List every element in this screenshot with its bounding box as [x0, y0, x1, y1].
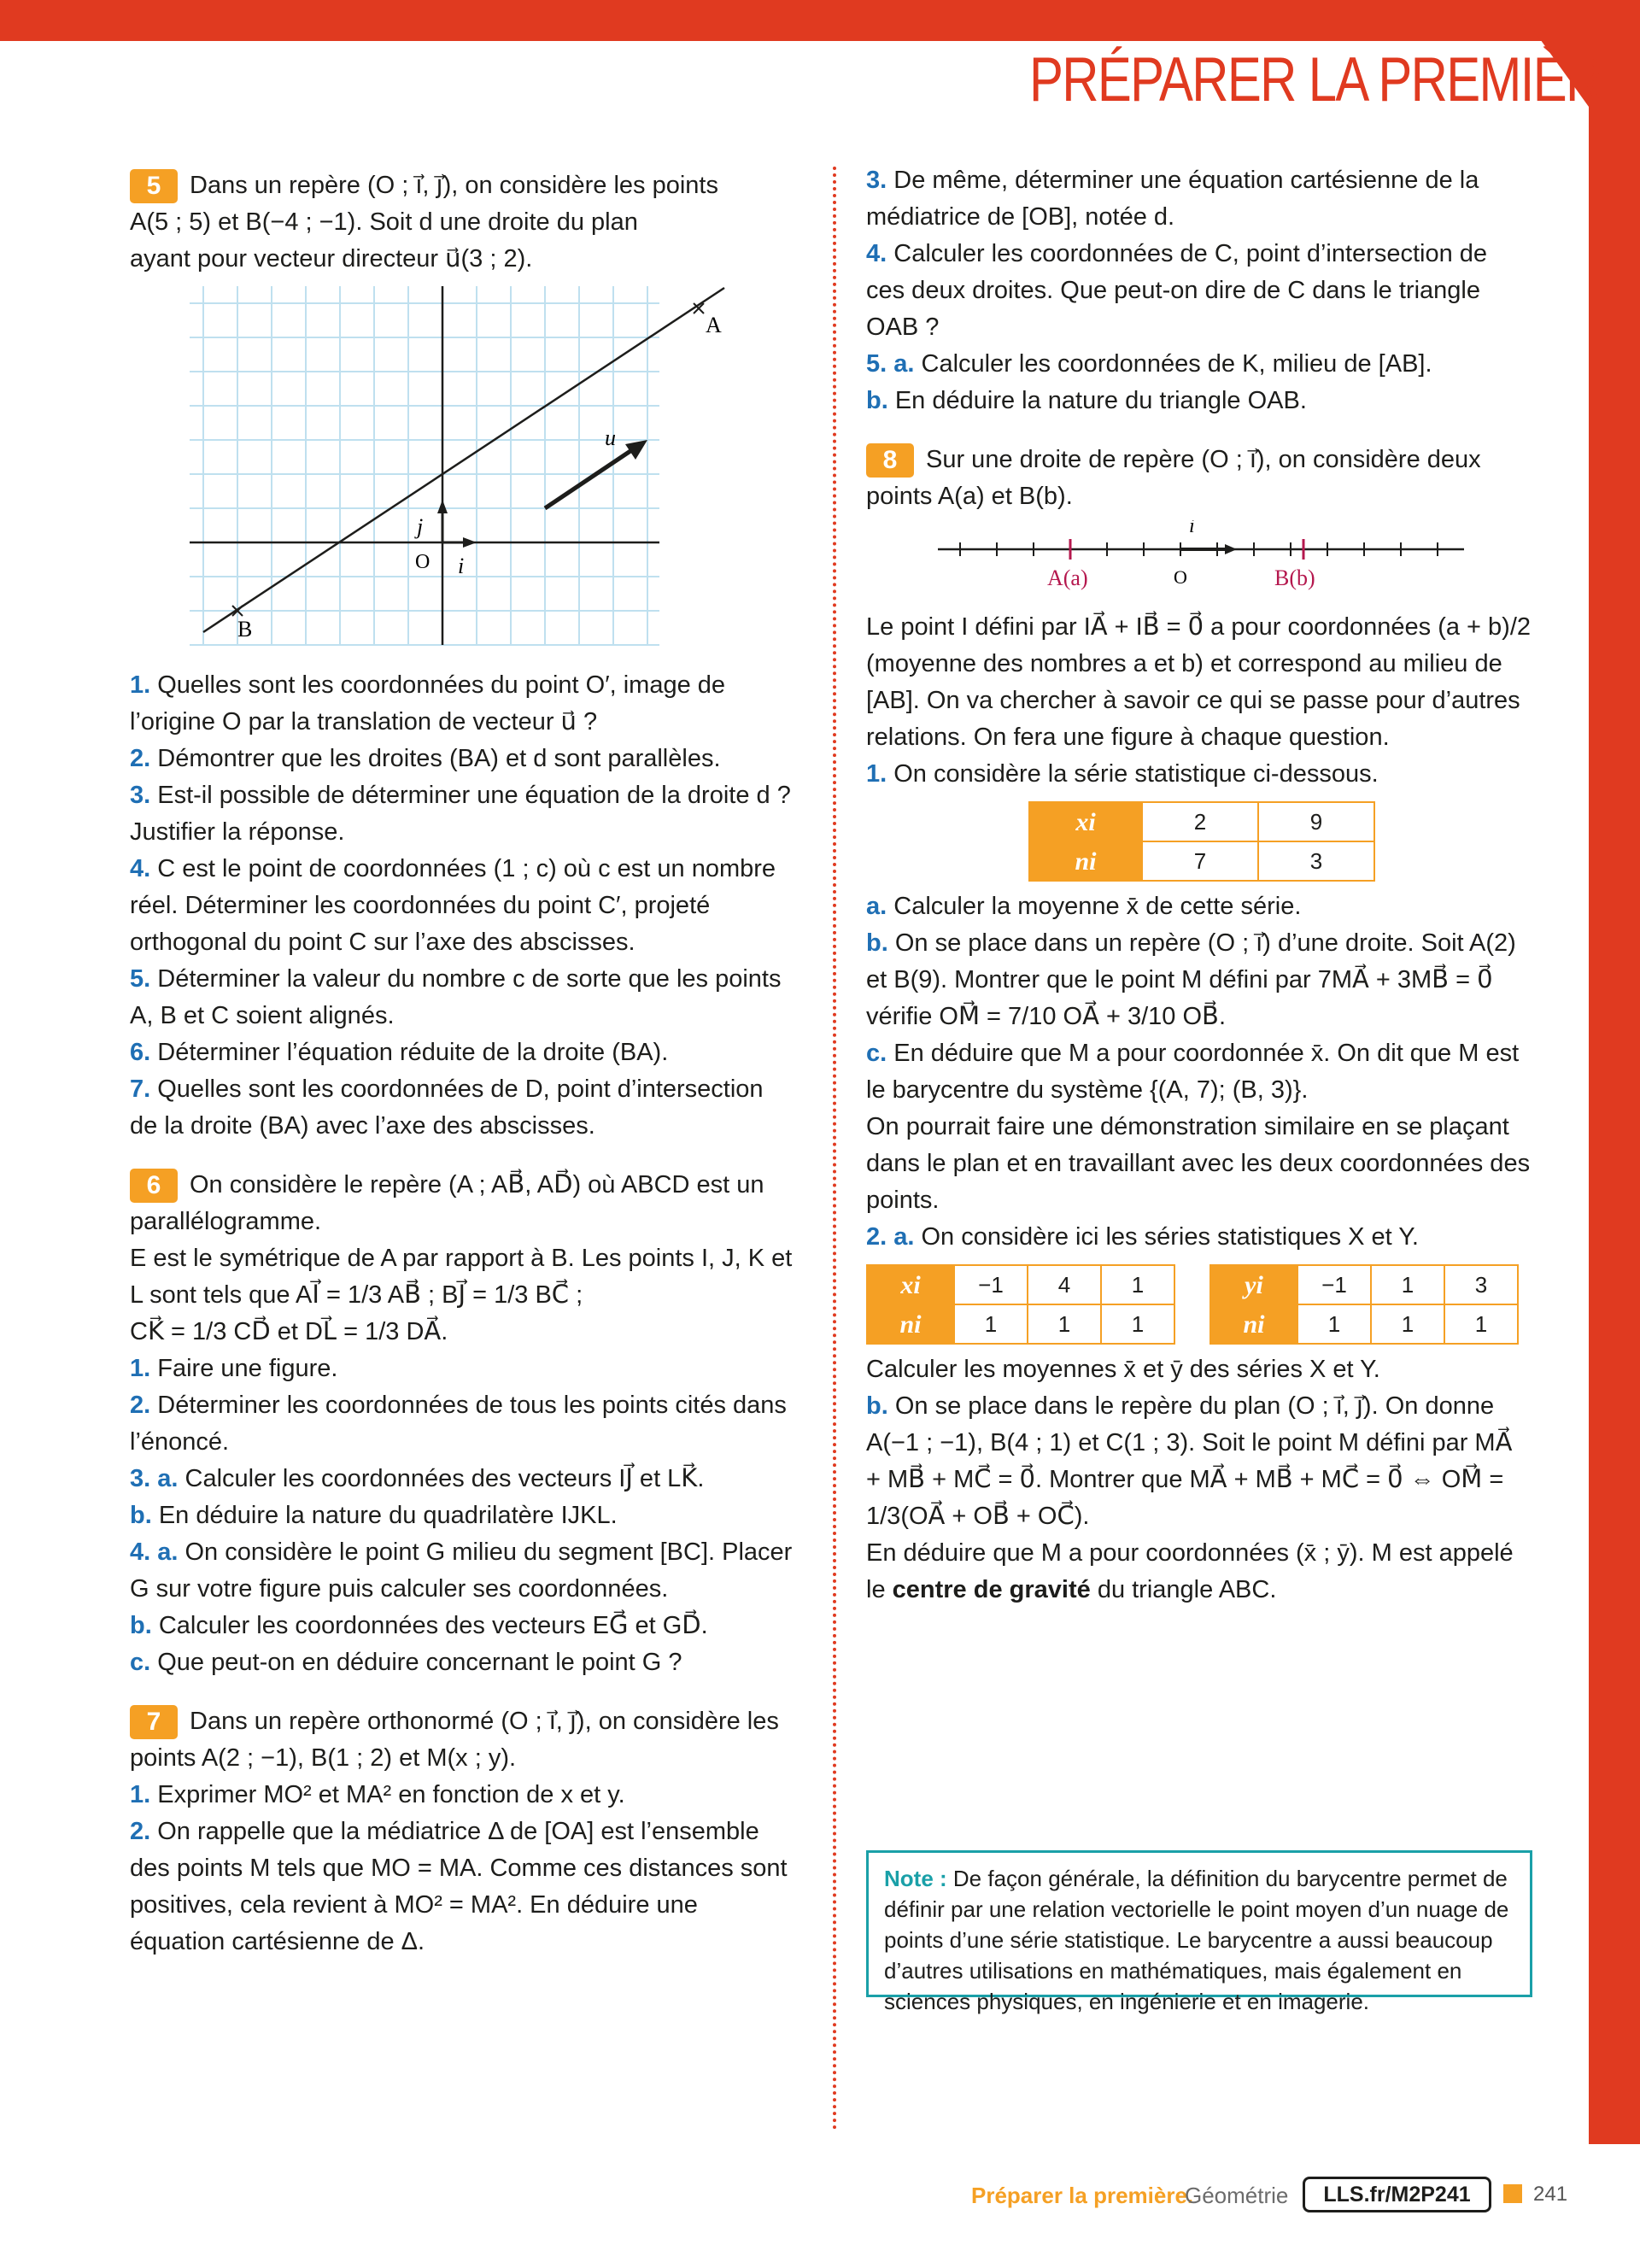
question-text: Déterminer la valeur du nombre c de sorte que les points A, B et C soient alignés.	[130, 965, 782, 1029]
note-label: Note :	[884, 1866, 947, 1891]
table-cell: 7	[1142, 841, 1258, 881]
question-number: 2.	[130, 745, 151, 772]
question-text: Calculer les coordonnées de K, milieu de [AB].	[921, 350, 1432, 378]
question-number: 1.	[130, 671, 151, 699]
number-line	[866, 520, 1515, 597]
footer-section-label: Préparer la première.	[971, 2183, 1194, 2208]
coordinate-figure	[130, 286, 779, 662]
question-number: 1.	[130, 1781, 151, 1808]
stats-table-1	[1028, 801, 1375, 882]
point-label-B: B	[237, 617, 253, 642]
left-column	[130, 167, 796, 1960]
question-text: On rappelle que la médiatrice Δ de [OA] est l’ensemble des points M tels que MO = MA. Comme ces distances sont positives, cela revient à MO² = MA². En déduire une équation cartésienne de Δ.	[130, 1818, 788, 1955]
header-cell-n: ni	[1029, 841, 1142, 881]
question-number: 3. a.	[130, 1465, 179, 1492]
exercise-intro: CK⃗ = 1/3 CD⃗ et DL⃗ = 1/3 DA⃗.	[130, 1318, 448, 1345]
exercise-8	[866, 442, 1532, 1609]
point-B-label: B(b)	[1274, 566, 1315, 590]
question-number: 1.	[130, 1355, 151, 1382]
text-span: du triangle ABC.	[1097, 1576, 1277, 1603]
question-number: b.	[866, 387, 888, 414]
exercise-intro: E est le symétrique de A par rapport à B. Les points I, J, K et L sont tels que AI⃗ = 1/3 AB⃗ ; BJ⃗ = 1/3 BC⃗ ;	[130, 1245, 793, 1309]
exercise-intro: ayant pour vecteur directeur u⃗(3 ; 2).	[130, 245, 533, 273]
top-band	[0, 0, 1640, 41]
question-number: 4.	[866, 240, 887, 267]
question-text: En déduire la nature du quadrilatère IJKL.	[158, 1502, 618, 1529]
line-BA	[203, 288, 724, 632]
table-cell: 1	[1028, 1304, 1101, 1344]
question-text: On considère le point G milieu du segment [BC]. Placer G sur votre figure puis calculer ses coordonnées.	[130, 1538, 793, 1603]
exercise-number-badge: 8	[866, 443, 914, 478]
stats-table-X	[866, 1264, 1175, 1345]
exercise-intro: A(5 ; 5) et B(−4 ; −1). Soit d une droite du plan	[130, 208, 638, 236]
number-line-figure	[866, 520, 1515, 597]
footer-chapter: Géométrie	[1185, 2183, 1289, 2208]
page-title: PRÉPARER LA PREMIÈRE	[1029, 45, 1634, 114]
question-number: b.	[130, 1612, 152, 1639]
exercise-6	[130, 1167, 796, 1681]
table-cell: 2	[1142, 802, 1258, 841]
question-number: 2. a.	[866, 1223, 915, 1251]
table-cell: 1	[1371, 1304, 1444, 1344]
stats-table-Y	[1210, 1264, 1519, 1345]
question-text: En déduire la nature du triangle OAB.	[894, 387, 1307, 414]
table-cell: 9	[1258, 802, 1374, 841]
question-text: Démontrer que les droites (BA) et d sont parallèles.	[157, 745, 721, 772]
right-column	[866, 162, 1532, 1609]
question-text: Exprimer MO² et MA² en fonction de x et y.	[157, 1781, 625, 1808]
question-text: Faire une figure.	[157, 1355, 338, 1382]
question-number: b.	[866, 929, 888, 957]
question-text: Calculer la moyenne x̄ de cette série.	[893, 893, 1302, 920]
question-number: 5.	[130, 965, 151, 993]
question-text: En déduire que M a pour coordonnée x̄. On dit que M est le barycentre du système {(A, 7); (B, 3)}.	[866, 1040, 1520, 1104]
exercise-7	[130, 1703, 796, 1960]
point-label-A: A	[706, 313, 722, 337]
question-text: C est le point de coordonnées (1 ; c) où c est un nombre réel. Déterminer les coordonnées du point C′, projeté orthogonal du point C sur l’axe des abscisses.	[130, 855, 776, 956]
header-cell-x: xi	[1029, 802, 1142, 841]
exercise-intro: On considère le repère (A ; AB⃗, AD⃗) où ABCD est un parallélogramme.	[130, 1171, 764, 1235]
header-cell-x: xi	[867, 1265, 954, 1304]
question-text: On se place dans un repère (O ; i⃗) d’une droite. Soit A(2) et B(9). Montrer que le point M défini par 7MA⃗ + 3MB⃗ = 0⃗ vérifie OM⃗ = 7/10 OA⃗ + 3/10 OB⃗.	[866, 929, 1516, 1030]
header-cell-y: yi	[1210, 1265, 1297, 1304]
vector-i-head	[463, 537, 477, 548]
question-number: b.	[130, 1502, 152, 1529]
vector-i-label: i⃗	[458, 554, 482, 578]
header-cell-n: ni	[1210, 1304, 1297, 1344]
stats-tables-XY	[866, 1264, 1532, 1345]
table-cell: 4	[1028, 1265, 1101, 1304]
exercise-intro: Dans un repère (O ; i⃗, j⃗), on considère les points	[190, 172, 718, 199]
note-text: De façon générale, la définition du barycentre permet de définir par une relation vectorielle le point moyen d’un nuage de points d’une série statistique. Le barycentre a aussi beaucoup d’autres utilisations en mathématiques, mais également en sciences physiques, en ingénierie et en imagerie.	[884, 1866, 1509, 2014]
paragraph: Calculer les moyennes x̄ et ȳ des séries X et Y.	[866, 1356, 1380, 1383]
footer-link[interactable]: LLS.fr/M2P241	[1303, 2177, 1491, 2212]
footer-square-icon	[1503, 2184, 1522, 2203]
question-text: Calculer les coordonnées des vecteurs EG⃗ et GD⃗.	[158, 1612, 708, 1639]
question-text: Déterminer les coordonnées de tous les points cités dans l’énoncé.	[130, 1392, 787, 1456]
grid-lines	[190, 286, 659, 645]
text-span: En déduire que M a pour coordonnées (x̄ ; ȳ). M est appelé le	[866, 1539, 1514, 1603]
question-text: Calculer les coordonnées de C, point d’intersection de ces deux droites. Que peut-on dire de C dans le triangle OAB ?	[866, 240, 1488, 341]
question-number: 6.	[130, 1039, 151, 1066]
question-text: Quelles sont les coordonnées du point O′, image de l’origine O par la translation de vecteur u⃗ ?	[130, 671, 726, 735]
question-text: Quelles sont les coordonnées de D, point d’intersection de la droite (BA) avec l’axe des abscisses.	[130, 1075, 764, 1140]
stats-table-1-wrap	[1028, 801, 1532, 882]
table-cell: 1	[1101, 1304, 1174, 1344]
question-number: 1.	[866, 760, 887, 788]
vector-i-head	[1225, 544, 1237, 554]
exercise-number-badge: 5	[130, 169, 178, 203]
header-cell-n: ni	[867, 1304, 954, 1344]
table-cell: −1	[954, 1265, 1028, 1304]
note-box	[866, 1850, 1532, 2014]
question-number: 5. a.	[866, 350, 915, 378]
exercise-number-badge: 7	[130, 1705, 178, 1739]
vector-j-label: j⃗	[417, 514, 441, 539]
exercise-intro: Dans un repère orthonormé (O ; i⃗, j⃗), on considère les points A(2 ; −1), B(1 ; 2) et M(x ; y).	[130, 1708, 779, 1772]
question-number: 3.	[130, 782, 151, 809]
table-cell: 3	[1258, 841, 1374, 881]
question-number: a.	[866, 893, 887, 920]
question-number: 2.	[130, 1818, 151, 1845]
question-text: On considère la série statistique ci-dessous.	[893, 760, 1379, 788]
question-number: 4.	[130, 855, 151, 882]
question-number: 4. a.	[130, 1538, 179, 1566]
paragraph: Le point I défini par IA⃗ + IB⃗ = 0⃗ a pour coordonnées (a + b)/2 (moyenne des nombres a et b) et correspond au milieu de [AB]. On va chercher à savoir ce qui se passe pour d’autres relations. On fera une figure à chaque question.	[866, 613, 1532, 751]
question-text: Est-il possible de déterminer une équation de la droite d ? Justifier la réponse.	[130, 782, 791, 846]
exercise-number-badge: 6	[130, 1169, 178, 1203]
exercise-7-continued	[866, 162, 1532, 419]
column-divider	[833, 167, 836, 2131]
question-number: 3.	[866, 167, 887, 194]
page-number: 241	[1533, 2183, 1568, 2206]
question-text: Calculer les coordonnées des vecteurs IJ⃗ et LK⃗.	[184, 1465, 705, 1492]
question-number: 7.	[130, 1075, 151, 1103]
right-margin-bar	[1589, 0, 1640, 2144]
table-cell: 1	[1297, 1304, 1371, 1344]
question-number: c.	[130, 1649, 151, 1676]
table-cell: 1	[954, 1304, 1028, 1344]
question-number: c.	[866, 1040, 887, 1067]
question-number: b.	[866, 1392, 888, 1420]
point-A-label: A(a)	[1047, 566, 1088, 590]
exercise-intro: Sur une droite de repère (O ; i⃗), on considère deux points A(a) et B(b).	[866, 446, 1481, 510]
paragraph	[866, 1535, 1532, 1609]
bold-term: centre de gravité	[892, 1576, 1091, 1603]
vector-u-arrow	[545, 448, 636, 508]
question-text: On considère ici les séries statistiques X et Y.	[921, 1223, 1419, 1251]
grid-figure	[130, 286, 779, 662]
table-cell: 1	[1371, 1265, 1444, 1304]
question-text: Déterminer l’équation réduite de la droite (BA).	[157, 1039, 669, 1066]
origin-label: O	[1174, 566, 1187, 588]
question-text: Que peut-on en déduire concernant le point G ?	[157, 1649, 682, 1676]
question-number: 2.	[130, 1392, 151, 1419]
table-cell: 1	[1101, 1265, 1174, 1304]
table-cell: 3	[1444, 1265, 1518, 1304]
vector-j-head	[437, 500, 448, 513]
exercise-5	[130, 167, 796, 1145]
table-cell: 1	[1444, 1304, 1518, 1344]
question-text: De même, déterminer une équation cartésienne de la médiatrice de [OB], notée d.	[866, 167, 1479, 231]
table-cell: −1	[1297, 1265, 1371, 1304]
question-text: On se place dans le repère du plan (O ; i⃗, j⃗). On donne A(−1 ; −1), B(4 ; 1) et C(1 ; 3). Soit le point M défini par MA⃗ + MB⃗ + MC⃗ = 0⃗. Montrer que MA⃗ + MB⃗ + MC⃗ = 0⃗ ⇔ OM⃗ = 1/3(OA⃗ + OB⃗ + OC⃗).	[866, 1392, 1513, 1530]
vector-u-label: u⃗	[605, 425, 634, 450]
origin-label: O	[415, 551, 430, 573]
vector-i-label: i⃗	[1189, 520, 1211, 537]
paragraph: On pourrait faire une démonstration similaire en se plaçant dans le plan et en travaillant avec les deux coordonnées des points.	[866, 1113, 1531, 1214]
